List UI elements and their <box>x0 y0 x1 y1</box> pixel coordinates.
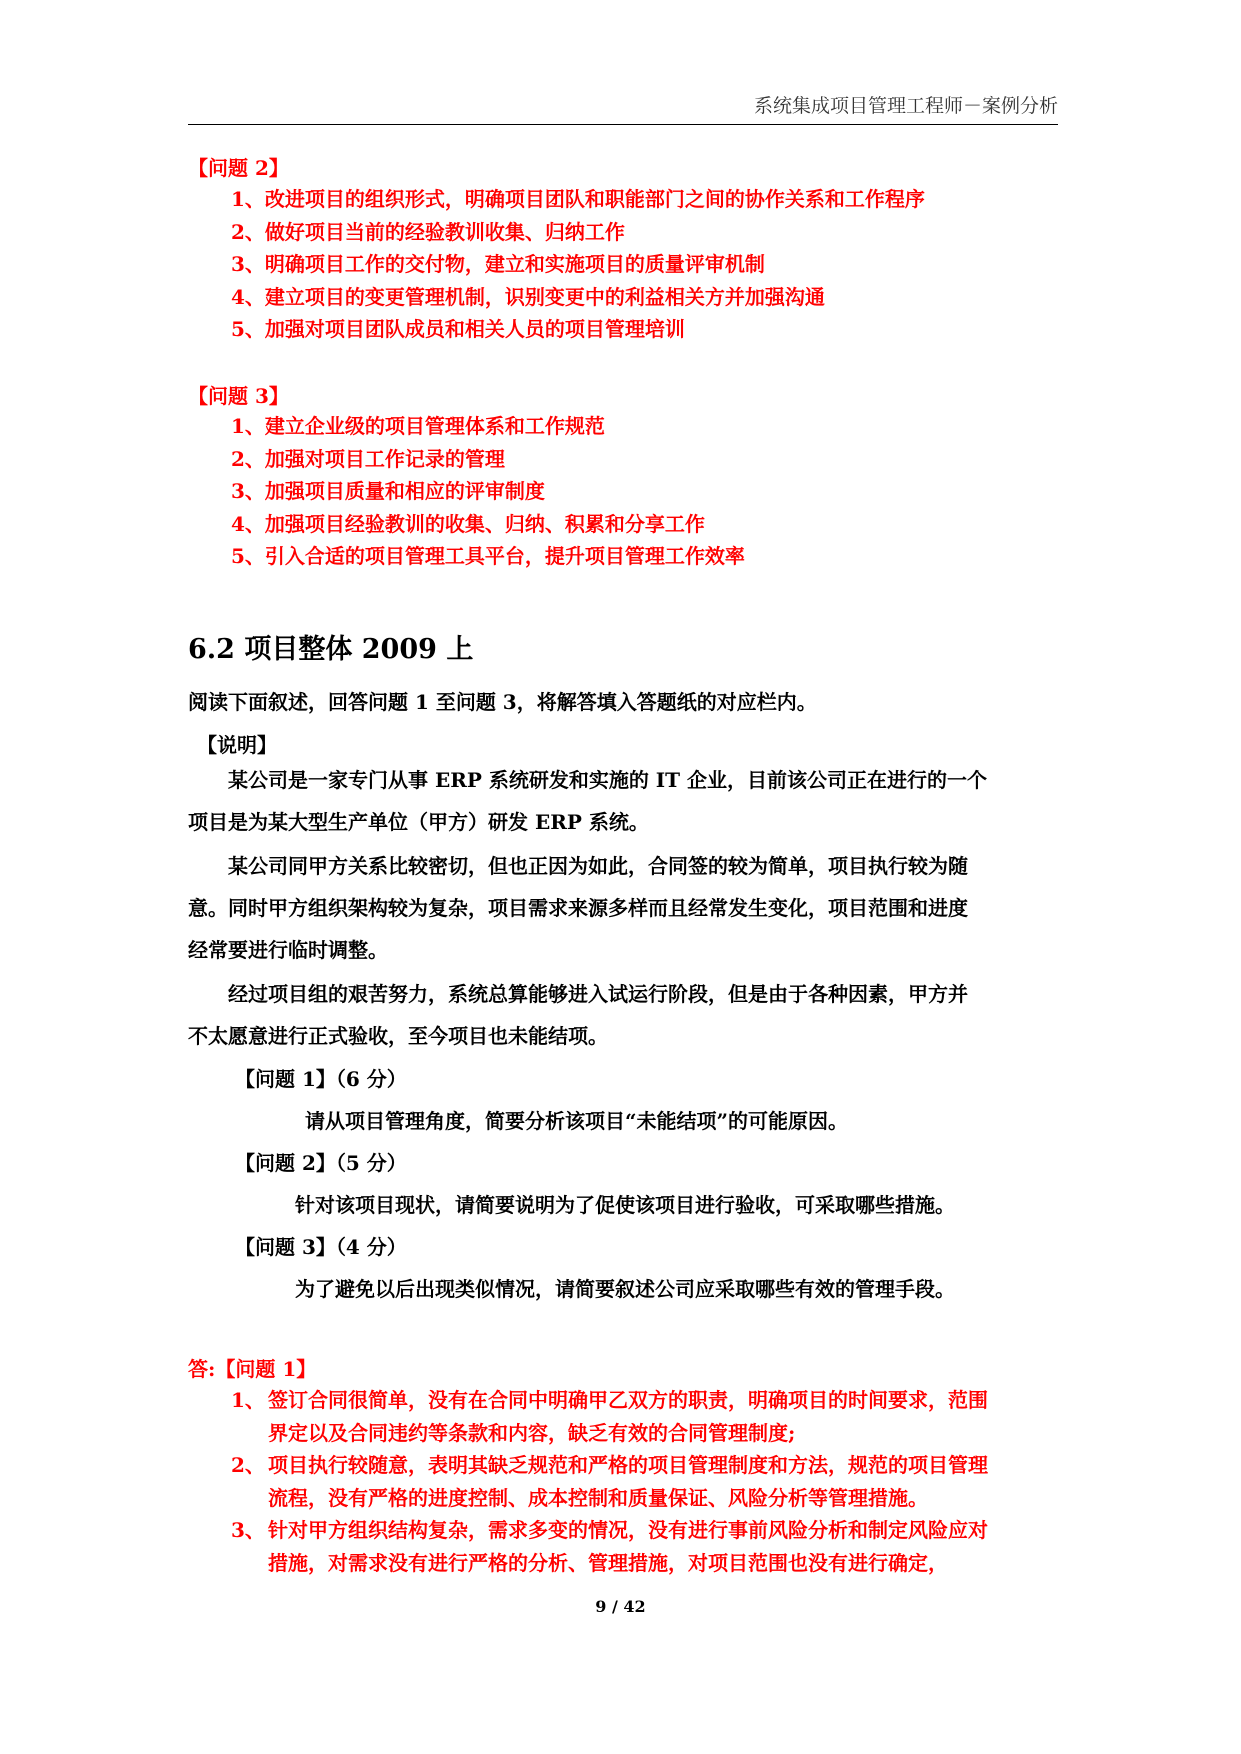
description-paragraph <box>188 759 1058 843</box>
description-paragraph <box>188 845 1058 971</box>
question-2-text: 针对该项目现状，请简要说明为了促使该项目进行验收，可采取哪些措施。 <box>295 1193 955 1217</box>
question-1-text: 请从项目管理角度，简要分析该项目“未能结项”的可能原因。 <box>305 1109 849 1133</box>
answer-item-line: 措施，对需求没有进行严格的分析、管理措施，对项目范围也没有进行确定， <box>268 1550 948 1575</box>
list-item: 3、加强项目质量和相应的评审制度 <box>231 479 545 504</box>
section-intro: 阅读下面叙述，回答问题 1 至问题 3，将解答填入答题纸的对应栏内。 <box>188 690 817 714</box>
description-paragraph <box>188 973 1058 1057</box>
list-item: 4、加强项目经验教训的收集、归纳、积累和分享工作 <box>231 511 705 536</box>
list-item: 1、改进项目的组织形式，明确项目团队和职能部门之间的协作关系和工作程序 <box>231 187 925 211</box>
paragraph-line: 某公司同甲方关系比较密切，但也正因为如此，合同签的较为简单，项目执行较为随 <box>228 854 968 878</box>
answer-item-line: 签订合同很简单，没有在合同中明确甲乙双方的职责，明确项目的时间要求，范围 <box>268 1388 988 1412</box>
description-label: 【说明】 <box>197 733 277 757</box>
answer-item-line: 界定以及合同违约等条款和内容，缺乏有效的合同管理制度; <box>268 1420 796 1445</box>
answer-item-number: 1、 <box>231 1388 265 1412</box>
q3-list <box>231 410 745 573</box>
list-item: 3、明确项目工作的交付物，建立和实施项目的质量评审机制 <box>231 252 765 277</box>
answer-item-line: 流程，没有严格的进度控制、成本控制和质量保证、风险分析等管理措施。 <box>268 1485 928 1510</box>
question-3-label: 【问题 3】（4 分） <box>235 1235 407 1259</box>
list-item: 2、加强对项目工作记录的管理 <box>231 446 505 471</box>
answer-item <box>231 1384 1061 1449</box>
answer-item-line: 针对甲方组织结构复杂，需求多变的情况，没有进行事前风险分析和制定风险应对 <box>268 1518 988 1542</box>
header-divider <box>188 124 1058 125</box>
question-1-label: 【问题 1】（6 分） <box>235 1067 407 1091</box>
paragraph-line: 意。同时甲方组织架构较为复杂，项目需求来源多样而且经常发生变化，项目范围和进度 <box>188 896 968 920</box>
paragraph-line: 经过项目组的艰苦努力，系统总算能够进入试运行阶段，但是由于各种因素，甲方并 <box>228 982 968 1006</box>
answer-item-line: 项目执行较随意，表明其缺乏规范和严格的项目管理制度和方法，规范的项目管理 <box>268 1453 988 1477</box>
q2-list <box>231 183 925 346</box>
q3-heading: 【问题 3】 <box>188 384 289 408</box>
list-item: 4、建立项目的变更管理机制，识别变更中的利益相关方并加强沟通 <box>231 284 825 309</box>
answer-item <box>231 1449 1061 1514</box>
section-title: 6.2 项目整体 2009 上 <box>188 634 474 665</box>
list-item: 2、做好项目当前的经验教训收集、归纳工作 <box>231 219 625 244</box>
paragraph-line: 某公司是一家专门从事 ERP 系统研发和实施的 IT 企业，目前该公司正在进行的一个 <box>228 768 987 792</box>
answer-item-number: 3、 <box>231 1518 265 1542</box>
paragraph-line: 经常要进行临时调整。 <box>188 938 388 962</box>
page-number: 9 / 42 <box>595 1597 646 1616</box>
paragraph-line: 项目是为某大型生产单位（甲方）研发 ERP 系统。 <box>188 810 649 834</box>
question-3-text: 为了避免以后出现类似情况，请简要叙述公司应采取哪些有效的管理手段。 <box>295 1277 955 1301</box>
list-item: 1、建立企业级的项目管理体系和工作规范 <box>231 414 605 438</box>
answer-item-number: 2、 <box>231 1453 265 1477</box>
list-item: 5、引入合适的项目管理工具平台，提升项目管理工作效率 <box>231 544 745 569</box>
answer-item <box>231 1514 1061 1579</box>
running-header: 系统集成项目管理工程师－案例分析 <box>753 95 1058 117</box>
paragraph-line: 不太愿意进行正式验收，至今项目也未能结项。 <box>188 1024 608 1048</box>
list-item: 5、加强对项目团队成员和相关人员的项目管理培训 <box>231 317 685 342</box>
q2-heading: 【问题 2】 <box>188 156 289 180</box>
answer-heading: 答:【问题 1】 <box>188 1357 317 1381</box>
question-2-label: 【问题 2】（5 分） <box>235 1151 407 1175</box>
